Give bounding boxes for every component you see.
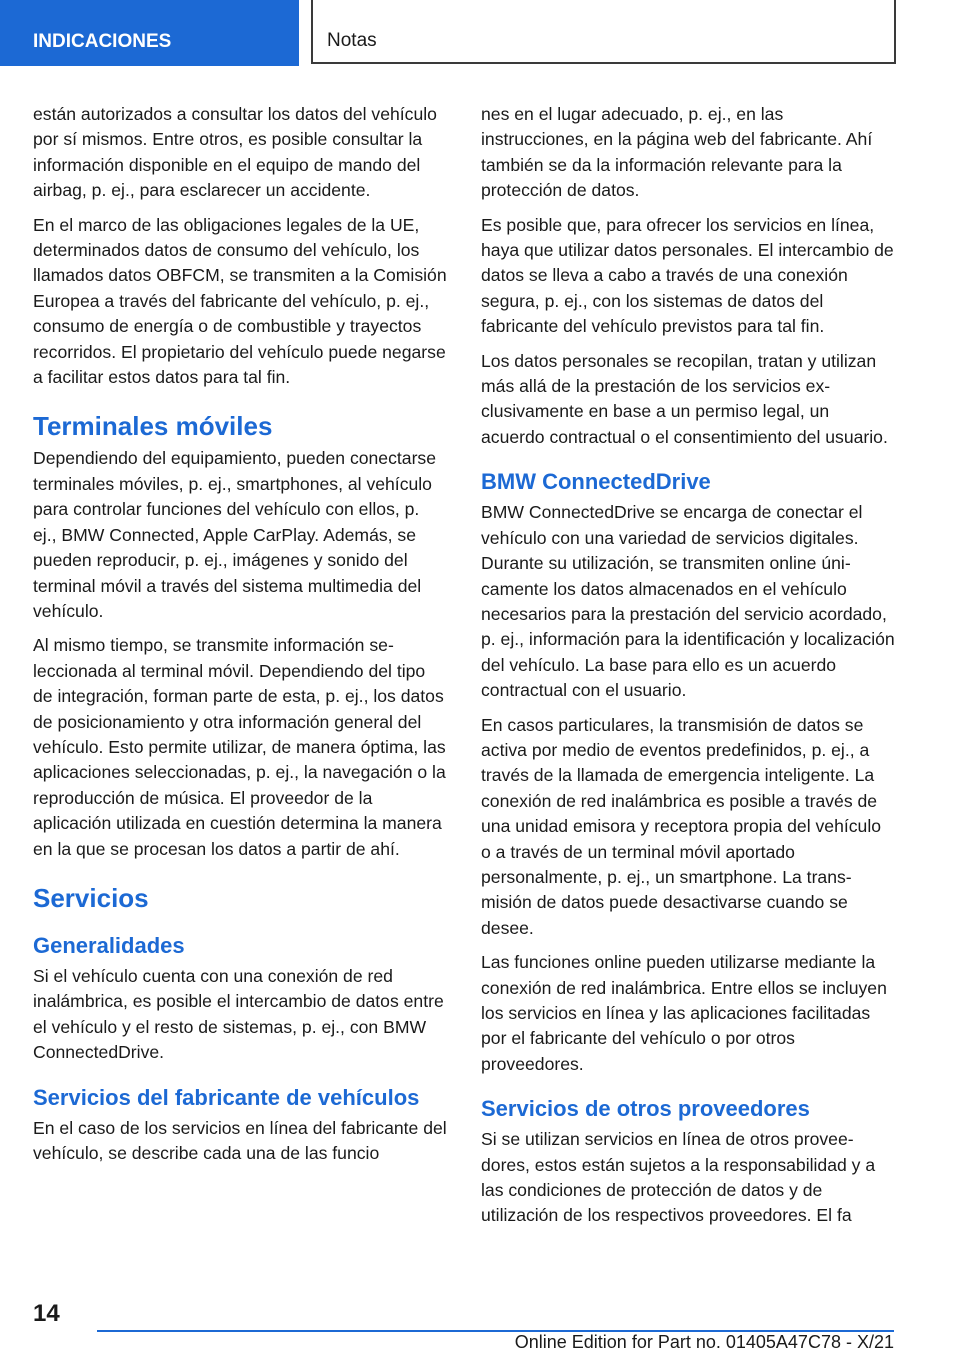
heading-servicios-fabricante: Servicios del fabricante de vehículos <box>33 1084 420 1110</box>
heading-servicios: Servicios <box>33 882 149 913</box>
paragraph: nes en el lugar adecuado, p. ej., en las instrucciones, en la página web del fabricante. Ahí también se da la información relevante para la protección de datos. <box>481 104 873 201</box>
paragraph: están autorizados a consultar los datos del vehículo por sí mismos. Entre otros, es posible consultar la información disponible en el equipo de mando del airbag, p. ej., para esclarecer un accidente. <box>33 104 437 201</box>
paragraph: En casos particulares, la transmisión de datos se activa por medio de eventos predefinidos, p. ej., a través de la llamada de emergencia inteligente. La conexión de red inalámbrica es posible a través de una unidad emisora y receptora propia del vehículo o a través de un terminal móvil aportado personalmente, p. ej., un smartphone. La transmisión de datos puede desactivarse cuando se desee. <box>481 714 882 938</box>
paragraph: Si el vehículo cuenta con una conexión de red inalámbrica, es posible el intercambio de datos entre el vehículo y el resto de sistemas, p. ej., con BMW ConnectedDrive. <box>33 965 444 1063</box>
heading-bmw-connecteddrive: BMW ConnectedDrive <box>481 469 711 495</box>
paragraph: Es posible que, para ofrecer los servicios en línea, haya que utilizar datos personales. El intercambio de datos se lleva a cabo a través de una conexión segura, p. ej., con los sistemas de datos del fabricante del vehículo previstos para tal fin. <box>481 214 894 337</box>
subsection-title: Notas <box>311 0 896 64</box>
heading-terminales-moviles: Terminales móviles <box>33 411 273 442</box>
left-column <box>33 102 447 1175</box>
paragraph: Las funciones online pueden utilizarse mediante la conexión de red inalámbrica. Entre ellos se incluyen los servicios en línea y las aplicaciones facilitadas por el fabricante del vehículo o por otros proveedores. <box>481 952 887 1074</box>
paragraph: Al mismo tiempo, se transmite información seleccionada al terminal móvil. Dependiendo del tipo de integración, forman parte de esta, p. ej., los datos de posicionamiento y otra información general del vehículo. Esto permite utilizar, de manera óptima, las aplicaciones seleccionadas, p. ej., la navegación o la reproducción de música. El proveedor de la aplicación utilizada en cuestión determina la manera en la que se procesan los datos a partir de ahí. <box>33 635 446 859</box>
page-number: 14 <box>33 1300 60 1327</box>
paragraph: Los datos personales se recopilan, tratan y utilizan más allá de la prestación de los servicios exclusivamente en base a un permiso legal, un acuerdo contractual o el consentimiento del usuario. <box>481 350 888 447</box>
section-tab: INDICACIONES <box>0 0 299 66</box>
heading-servicios-otros-proveedores: Servicios de otros proveedores <box>481 1096 810 1122</box>
right-column <box>481 102 895 1238</box>
paragraph: En el marco de las obligaciones legales de la UE, determinados datos de consumo del vehículo, los llamados datos OBFCM, se transmiten a la Comisión Europea a través del fabricante del vehículo, p. ej., consumo de energía o de combustible y trayectos recorridos. El propietario del vehículo puede negarse a facilitar estos datos para tal fin. <box>33 214 447 388</box>
paragraph: En el caso de los servicios en línea del fabricante del vehículo, se describe cada una de las funcio <box>33 1117 447 1163</box>
paragraph: BMW ConnectedDrive se encarga de conectar el vehículo con una variedad de servicios digitales. Durante su utilización, se transmiten online únicamente los datos almacenados en el vehículo necesarios para la prestación del servicio acordado, p. ej., información para la identificación y localización del vehículo. La base para ello es un acuerdo contractual con el usuario. <box>481 502 895 701</box>
paragraph: Si se utilizan servicios en línea de otros proveedores, estos están sujetos a la responsabilidad y a las condiciones de protección de datos y de utilización de los respectivos proveedores. El fa <box>481 1129 876 1226</box>
heading-generalidades: Generalidades <box>33 932 185 958</box>
edition-info: Online Edition for Part no. 01405A47C78 - X/21 <box>514 1332 894 1352</box>
page-header <box>0 0 960 66</box>
paragraph: Dependiendo del equipamiento, pueden conectarse terminales móviles, p. ej., smartphones, al vehículo para controlar funciones del vehículo con ellos, p. ej., BMW Connected, Apple CarPlay. Además, se pueden reproducir, p. ej., imágenes y sonido del terminal móvil a través del sistema multimedia del vehículo. <box>33 448 437 621</box>
